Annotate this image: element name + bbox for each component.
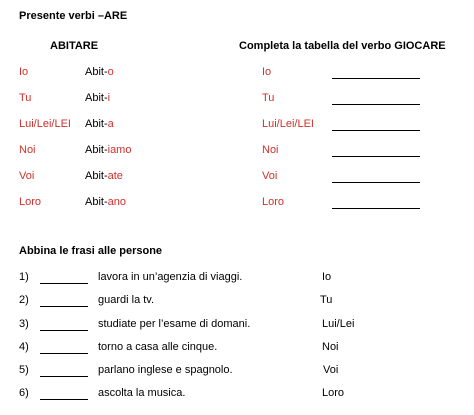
exercise-pronoun: Noi — [262, 144, 279, 156]
person-label: Loro — [322, 387, 345, 399]
conjugation-row — [0, 92, 474, 105]
verb-stem: Abit- — [85, 66, 108, 78]
conjugation-row — [0, 196, 474, 209]
verb-stem: Abit- — [85, 92, 108, 104]
answer-blank[interactable] — [332, 156, 420, 157]
person-label: Tu — [320, 294, 333, 306]
verb-ending: a — [107, 118, 114, 130]
item-number: 2) — [19, 294, 29, 306]
sentence-blank[interactable] — [40, 306, 88, 307]
conjugation-row — [0, 144, 474, 157]
verb-stem: Abit- — [85, 118, 108, 130]
item-number: 6) — [19, 387, 29, 399]
sentence-blank[interactable] — [40, 330, 88, 331]
person-label: Noi — [322, 341, 339, 353]
verb-form — [85, 92, 110, 105]
verb-ending: ate — [107, 170, 123, 182]
sentence-text: guardi la tv. — [98, 294, 155, 306]
sentence-text: ascolta la musica. — [98, 387, 186, 399]
person-label: Lui/Lei — [322, 318, 355, 330]
exercise-pronoun: Loro — [262, 196, 285, 208]
verb-stem: Abit- — [85, 170, 108, 182]
verb-ending: iamo — [107, 144, 132, 156]
verb-form — [85, 66, 114, 79]
pronoun-label: Voi — [19, 170, 35, 182]
list-item — [0, 318, 474, 331]
exercise-pronoun: Lui/Lei/LEI — [262, 118, 314, 130]
abitare-header: ABITARE — [50, 40, 99, 52]
list-item — [0, 294, 474, 307]
sentence-text: lavora in un’agenzia di viaggi. — [98, 271, 243, 283]
verb-form — [85, 118, 114, 131]
pronoun-label: Noi — [19, 144, 36, 156]
pronoun-label: Io — [19, 66, 29, 78]
list-item — [0, 387, 474, 400]
verb-form — [85, 196, 126, 209]
verb-ending: o — [107, 66, 114, 78]
conjugation-row — [0, 170, 474, 183]
exercise-pronoun: Tu — [262, 92, 275, 104]
answer-blank[interactable] — [332, 78, 420, 79]
person-label: Voi — [323, 364, 339, 376]
conjugation-row — [0, 66, 474, 79]
answer-blank[interactable] — [332, 182, 420, 183]
match-heading: Abbina le frasi alle persone — [19, 245, 163, 257]
exercise-pronoun: Io — [262, 66, 272, 78]
item-number: 5) — [19, 364, 29, 376]
sentence-blank[interactable] — [40, 376, 88, 377]
giocare-header: Completa la tabella del verbo GIOCARE — [239, 40, 446, 52]
sentence-blank[interactable] — [40, 399, 88, 400]
sentence-blank[interactable] — [40, 353, 88, 354]
verb-stem: Abit- — [85, 144, 108, 156]
sentence-text: studiate per l’esame di domani. — [98, 318, 251, 330]
pronoun-label: Lui/Lei/LEI — [19, 118, 71, 130]
verb-stem: Abit- — [85, 196, 108, 208]
verb-ending: i — [107, 92, 111, 104]
item-number: 3) — [19, 318, 29, 330]
answer-blank[interactable] — [332, 130, 420, 131]
item-number: 4) — [19, 341, 29, 353]
verb-form — [85, 170, 123, 183]
conjugation-row — [0, 118, 474, 131]
list-item — [0, 364, 474, 377]
pronoun-label: Loro — [19, 196, 42, 208]
list-item — [0, 341, 474, 354]
exercise-pronoun: Voi — [262, 170, 278, 182]
sentence-text: parlano inglese e spagnolo. — [98, 364, 233, 376]
item-number: 1) — [19, 271, 29, 283]
answer-blank[interactable] — [332, 104, 420, 105]
sentence-text: torno a casa alle cinque. — [98, 341, 218, 353]
pronoun-label: Tu — [19, 92, 32, 104]
page-title: Presente verbi –ARE — [19, 10, 128, 22]
verb-form — [85, 144, 131, 157]
verb-ending: ano — [107, 196, 126, 208]
list-item — [0, 271, 474, 284]
answer-blank[interactable] — [332, 208, 420, 209]
person-label: Io — [322, 271, 332, 283]
sentence-blank[interactable] — [40, 283, 88, 284]
